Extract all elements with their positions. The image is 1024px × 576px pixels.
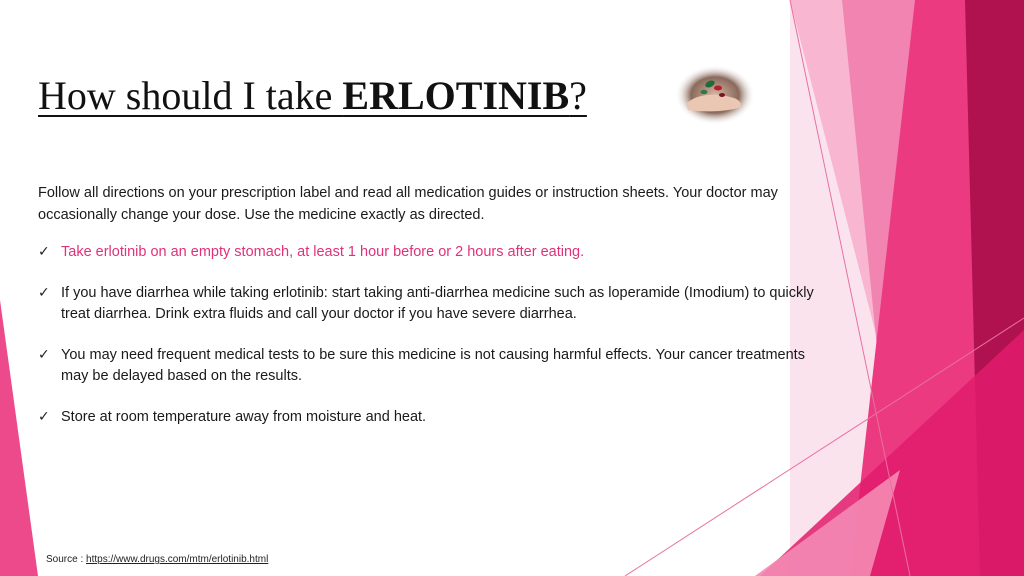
pills-in-hand-image (674, 64, 756, 126)
list-item (38, 283, 828, 325)
left-pink-strip (0, 300, 38, 576)
list-item-text: If you have diarrhea while taking erlotinib: start taking anti-diarrhea medicine such as loperamide (Imodium) to quickly treat diarrhea. Drink extra fluids and call your doctor if you have severe diarrhea. (61, 285, 814, 322)
page-title (38, 74, 587, 118)
instruction-list (38, 242, 828, 448)
checkmark-icon: ✓ (38, 347, 50, 363)
source-label: Source : (46, 554, 87, 565)
list-item (38, 407, 828, 428)
list-item-text: You may need frequent medical tests to be sure this medicine is not causing harmful effects. Your cancer treatments may be delayed based on the results. (61, 347, 805, 384)
checkmark-icon: ✓ (38, 409, 50, 425)
title-drug-name: ERLOTINIB (342, 73, 570, 118)
list-item (38, 345, 828, 387)
title-prefix: How should I take (38, 73, 343, 118)
title-suffix: ? (569, 73, 587, 118)
source-citation (46, 554, 268, 565)
list-item (38, 242, 828, 263)
checkmark-icon: ✓ (38, 285, 50, 301)
checkmark-icon: ✓ (38, 244, 50, 260)
list-item-text: Store at room temperature away from moisture and heat. (61, 409, 427, 425)
intro-paragraph: Follow all directions on your prescription label and read all medication guides or instruction sheets. Your doctor may occasionally change your dose. Use the medicine exactly as directed. (38, 185, 778, 223)
source-link[interactable]: https://www.drugs.com/mtm/erlotinib.html (86, 554, 269, 565)
list-item-text: Take erlotinib on an empty stomach, at least 1 hour before or 2 hours after eating. (61, 244, 585, 260)
